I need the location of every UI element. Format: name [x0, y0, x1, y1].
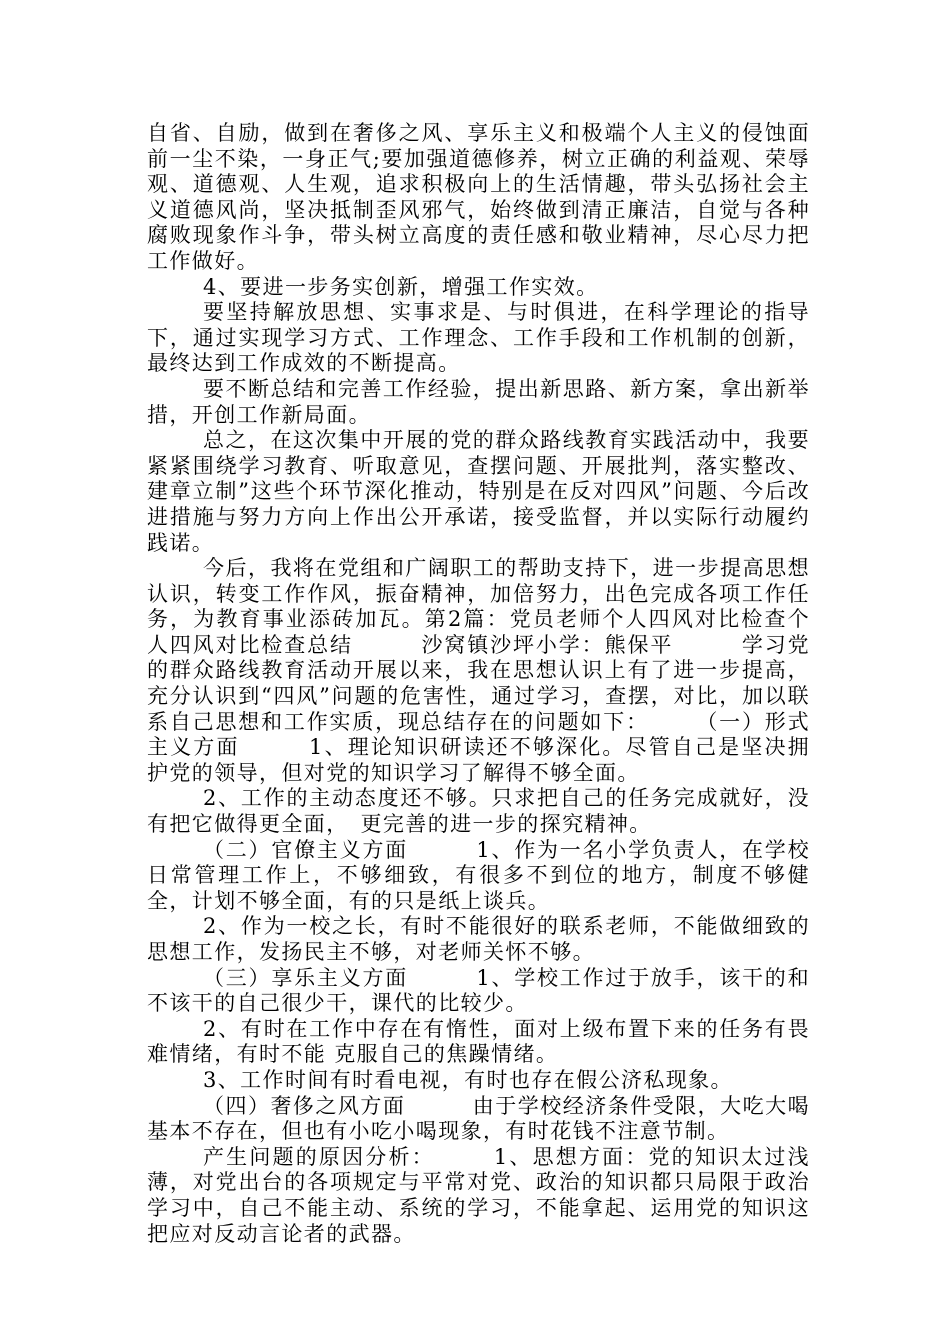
paragraph-7: 2、工作的主动态度还不够。只求把自己的任务完成就好，没有把它做得更全面， 更完善的进一步的探究精神。 [147, 786, 810, 837]
paragraph-3: 要坚持解放思想、实事求是、与时俱进，在科学理论的指导下，通过实现学习方式、工作理念、工作手段和工作机制的创新，最终达到工作成效的不断提高。 [147, 300, 810, 376]
paragraph-6: 今后，我将在党组和广阔职工的帮助支持下，进一步提高思想认识，转变工作作风，振奋精神，加倍努力，出色完成各项工作任务，为教育事业添砖加瓦。第2篇：党员老师个人四风对比检查个人四风对比检查总结 沙窝镇沙坪小学：熊保平 学习党的群众路线教育活动开展以来，我在思想认识上有了进一步提高，充分认识到“四风”问题的危害性，通过学习，查摆，对比，加以联系自己思想和工作实质，现总结存在的问题如下： （一）形式主义方面 1、理论知识研读还不够深化。尽管自己是坚决拥护党的领导，但对党的知识学习了解得不够全面。 [147, 556, 810, 785]
paragraph-11: 2、有时在工作中存在有惰性，面对上级布置下来的任务有畏难情绪，有时不能 克服自己的焦躁情绪。 [147, 1016, 810, 1067]
paragraph-5: 总之，在这次集中开展的党的群众路线教育实践活动中，我要紧紧围绕学习教育、听取意见，查摆问题、开展批判，落实整改、建章立制”这些个环节深化推动，特别是在反对四风”问题、今后改进措施与努力方向上作出公开承诺，接受监督，并以实际行动履约践诺。 [147, 428, 810, 555]
paragraph-13: （四）奢侈之风方面 由于学校经济条件受限，大吃大喝基本不存在，但也有小吃小喝现象，有时花钱不注意节制。 [147, 1093, 810, 1144]
paragraph-14: 产生问题的原因分析： 1、思想方面：党的知识太过浅薄，对党出台的各项规定与平常对党、政治的知识都只局限于政治学习中，自己不能主动、系统的学习，不能拿起、运用党的知识这把应对反动言论者的武器。 [147, 1144, 810, 1246]
paragraph-10: （三）享乐主义方面 1、学校工作过于放手，该干的和不该干的自己很少干，课代的比较少。 [147, 965, 810, 1016]
paragraph-8: （二）官僚主义方面 1、作为一名小学负责人，在学校日常管理工作上，不够细致，有很多不到位的地方，制度不够健全，计划不够全面，有的只是纸上谈兵。 [147, 837, 810, 913]
paragraph-1: 自省、自励，做到在奢侈之风、享乐主义和极端个人主义的侵蚀面前一尘不染，一身正气;要加强道德修养，树立正确的利益观、荣辱观、道德观、人生观，追求积极向上的生活情趣，带头弘扬社会主义道德风尚，坚决抵制歪风邪气，始终做到清正廉洁，自觉与各种腐败现象作斗争，带头树立高度的责任感和敬业精神，尽心尽力把工作做好。 [147, 121, 810, 273]
paragraph-12: 3、工作时间有时看电视，有时也存在假公济私现象。 [203, 1067, 733, 1092]
paragraph-2: 4、要进一步务实创新，增强工作实效。 [203, 274, 599, 299]
paragraph-9: 2、作为一校之长，有时不能很好的联系老师，不能做细致的思想工作，发扬民主不够，对老师关怀不够。 [147, 914, 810, 964]
paragraph-4: 要不断总结和完善工作经验，提出新思路、新方案，拿出新举措，开创工作新局面。 [147, 376, 810, 427]
